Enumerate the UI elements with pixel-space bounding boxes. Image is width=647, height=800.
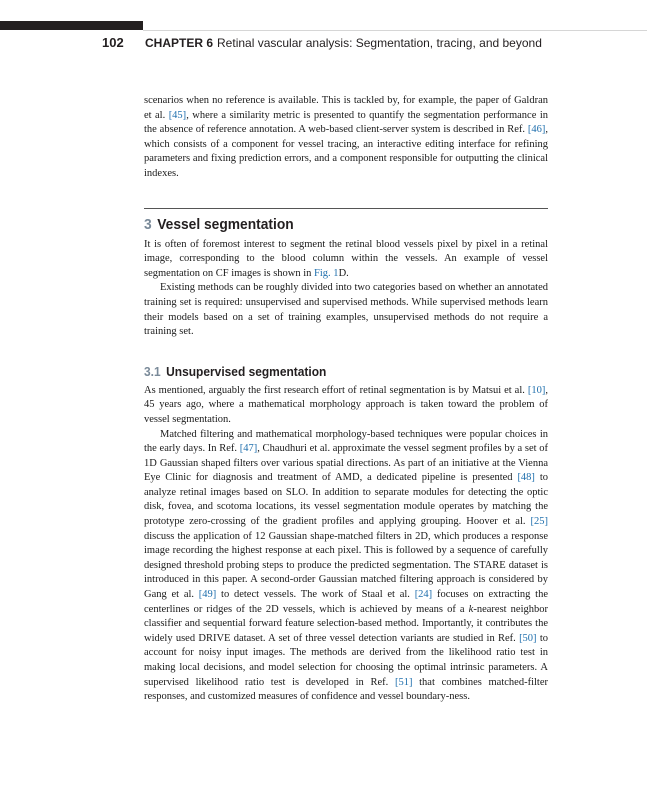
section-heading [144, 216, 516, 233]
citation-link[interactable]: [45] [168, 109, 187, 121]
chapter-title: Retinal vascular analysis: Segmentation, tracing, and beyond [217, 36, 542, 50]
section-rule [144, 208, 548, 209]
intro-paragraph [144, 94, 548, 182]
header-rule [143, 30, 647, 31]
section-title: Vessel segmentation [157, 215, 294, 233]
text-run: , 45 years ago, where a mathematical morphology approach is taken toward the problem of vessel segmentation. [144, 384, 548, 425]
citation-link[interactable]: [49] [198, 589, 217, 601]
text-run: -nearest neighbor classifier and sequential forward feature selection-based method. Importantly, it contributes the widely used DRIVE dataset. A set of three vessel detection variants are studied in Ref. [144, 603, 548, 644]
citation-link[interactable]: [24] [414, 589, 433, 601]
subsection-heading [144, 364, 516, 379]
text-run: Matched filtering and mathematical morphology-based techniques were popular choices in the early days. In Ref. [144, 428, 548, 455]
text-run: discuss the application of 12 Gaussian shape-matched filters in 2D, which produces a response image recording the highest response at each pixel. This is followed by a sequence of carefully designed threshold probing steps to produce the predicted segmentation. The STARE dataset is introduced in this paper. A second-order Gaussian matched filtering approach is considered by Gang et al. [144, 530, 548, 601]
figure-link[interactable]: Fig. 1 [314, 267, 339, 279]
text-run: to analyze retinal images based on SLO. In addition to separate modules for detecting the optic disk, fovea, and scotoma locations, its vessel segmentation module operates by matching the prototype zero-crossing of the gradient profiles and applying grouping. Hoover et al. [144, 472, 548, 528]
text-run: , Chaudhuri et al. approximate the vessel segment profiles by a set of 1D Gaussian shaped filters over various spatial directions. As part of an initiative at the Vienna Eye Clinic for diagnosis and treatment of AMD, a dedicated pipeline is presented [144, 443, 548, 484]
text-run: D. [338, 267, 349, 279]
citation-link[interactable]: [48] [517, 472, 535, 484]
citation-link[interactable]: [50] [519, 632, 537, 644]
section-paragraph [144, 238, 548, 282]
text-run: It is often of foremost interest to segment the retinal blood vessels pixel by pixel in a retinal image, corresponding to the blood column within the vessels. An example of vessel segmentation on CF images is shown in [144, 238, 548, 279]
page-body [144, 94, 548, 705]
text-run: scenarios when no reference is available. This is tackled by, for example, the paper of Galdran et al. [144, 95, 548, 121]
text-run: that combines matched-filter responses, and customized measures of confidence and vessel boundary-ness. [144, 676, 548, 703]
running-head [145, 36, 542, 50]
text-run: focuses on extracting the centerlines or ridges of the 2D vessels, which is achieved by means of a [144, 589, 549, 615]
subsection-number: 3.1 [144, 363, 161, 379]
text-run: , which consists of a component for vessel tracing, an interactive editing interface for refining parameters and fixing prediction errors, and a component responsible for outputting the clinical indexes. [144, 124, 548, 179]
chapter-label: CHAPTER 6 [145, 36, 214, 50]
citation-link[interactable]: [25] [530, 516, 548, 528]
subsection-paragraph [144, 384, 548, 428]
subsection-paragraph [144, 428, 548, 705]
citation-link[interactable]: [47] [239, 443, 258, 455]
citation-link[interactable]: [46] [527, 124, 546, 136]
page-number: 102 [102, 35, 124, 50]
subsection-title: Unsupervised segmentation [166, 363, 327, 379]
citation-link[interactable]: [10] [527, 384, 546, 396]
text-run: As mentioned, arguably the first research effort of retinal segmentation is by Matsui et al. [144, 384, 528, 396]
text-run: to detect vessels. The work of Staal et al. [216, 589, 415, 601]
italic-variable: k [468, 603, 474, 615]
section-paragraph: Existing methods can be roughly divided into two categories based on whether an annotated training set is required: unsupervised and supervised methods. While supervised methods learn their models based on a set of training examples, unsupervised methods do not require a training set. [144, 282, 548, 338]
text-run: , where a similarity metric is presented to quantify the segmentation performance in the absence of reference annotation. A web-based client-server system is described in Ref. [144, 109, 548, 136]
header-bar [0, 21, 143, 30]
section-number: 3 [144, 215, 152, 233]
text-run: to account for noisy input images. The methods are derived from the likelihood ratio test in making local decisions, and model selection for choosing the optimal intrinsic parameters. A supervised likelihood ratio test is developed in Ref. [144, 632, 549, 688]
citation-link[interactable]: [51] [394, 676, 413, 688]
